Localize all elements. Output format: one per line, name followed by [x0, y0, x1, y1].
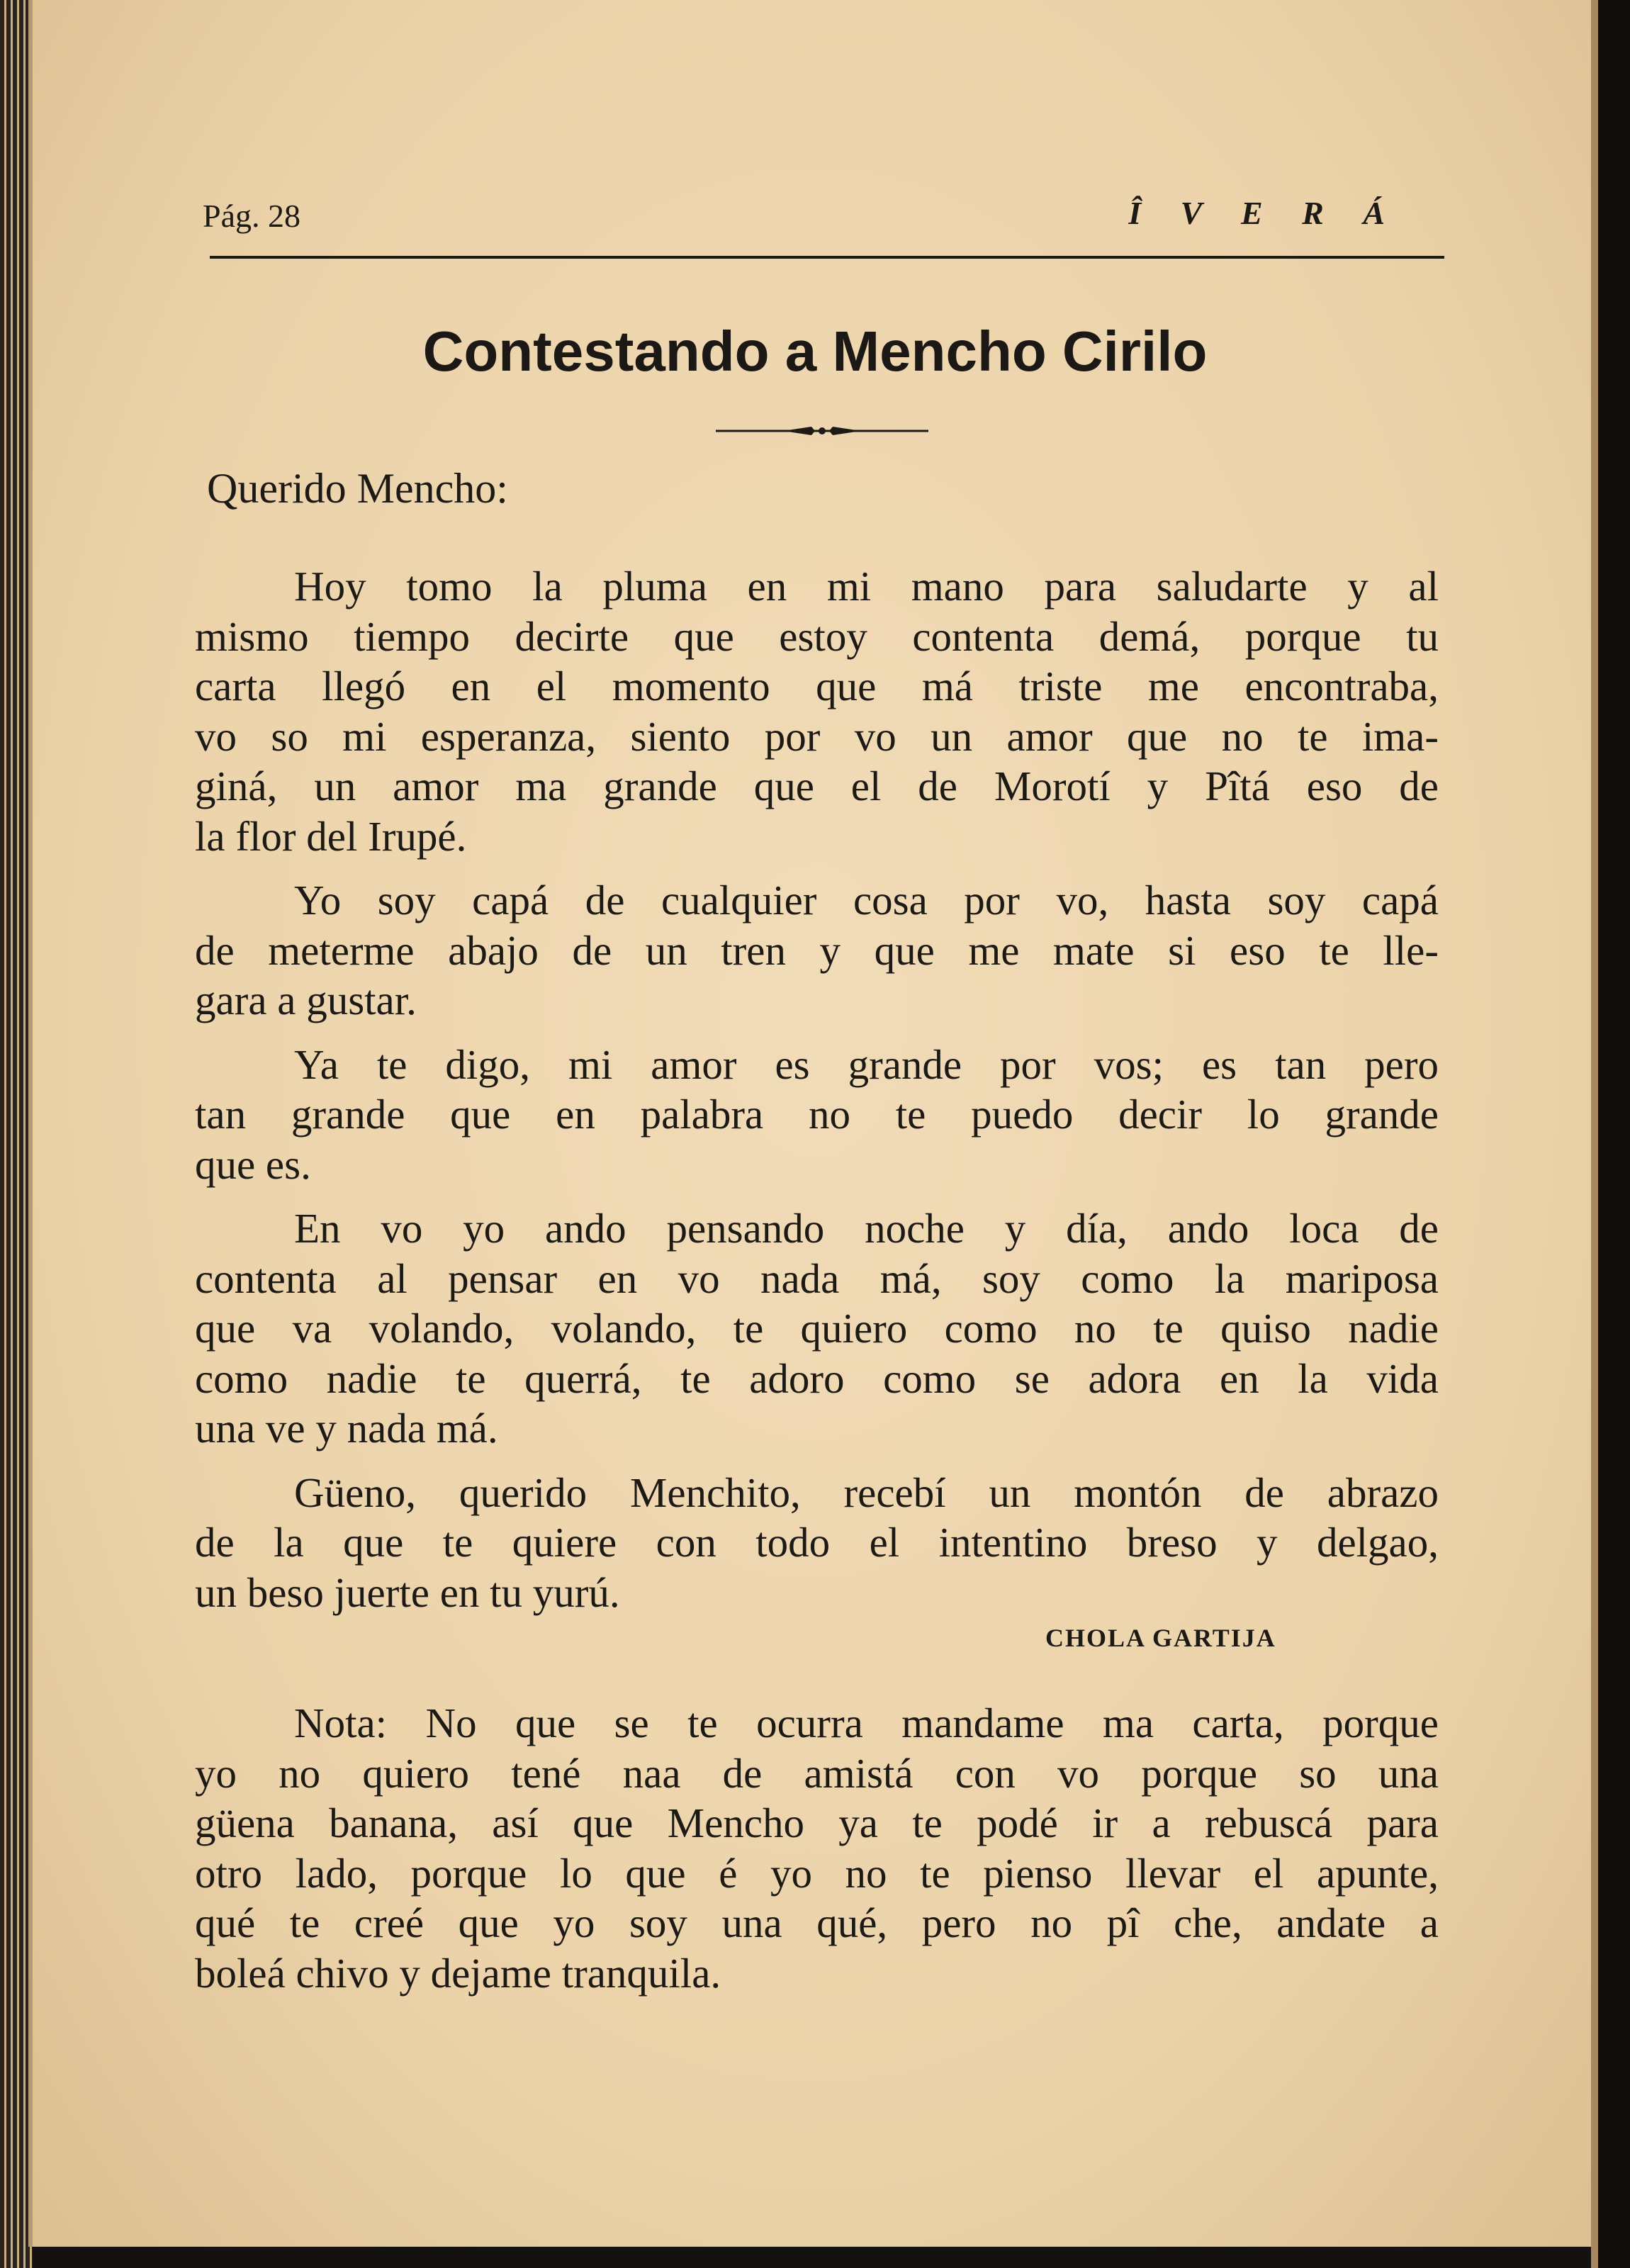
- text-line: de meterme abajo de un tren y que me mate si eso te lle-: [195, 926, 1439, 974]
- page-number: Pág. 28: [203, 198, 300, 234]
- header-rule: [210, 256, 1444, 259]
- text-line: Güeno, querido Menchito, recebí un montón de abrazo: [294, 1469, 1439, 1516]
- text-line: que va volando, volando, te quiero como no te quiso nadie: [195, 1305, 1439, 1352]
- article-title: Contestando a Mencho Cirilo: [422, 320, 1208, 383]
- text-line: mismo tiempo decirte que estoy contenta demá, porque tu: [195, 612, 1439, 660]
- paragraph: [195, 1468, 1439, 1618]
- text-line: gara a gustar.: [195, 977, 417, 1023]
- text-line: Ya te digo, mi amor es grande por vos; es tan pero: [294, 1040, 1439, 1088]
- journal-title: Î V E R Á: [1128, 195, 1400, 231]
- text-line: boleá chivo y dejame tranquila.: [195, 1949, 721, 1997]
- text-line: Hoy tomo la pluma en mi mano para saludarte y al: [294, 563, 1439, 610]
- paragraph: [195, 1040, 1439, 1190]
- signature: CHOLA GARTIJA: [1045, 1624, 1276, 1652]
- text-line: tan grande que en palabra no te puedo decir lo grande: [195, 1091, 1439, 1138]
- text-line: una ve y nada má.: [195, 1405, 498, 1452]
- text-line: contenta al pensar en vo nada má, soy como la mariposa: [195, 1254, 1439, 1302]
- text-line: un beso juerte en tu yurú.: [195, 1568, 620, 1616]
- letter-body: [195, 561, 1439, 1998]
- text-line: que es.: [195, 1140, 311, 1188]
- running-header: [181, 191, 1415, 241]
- paragraph: [195, 875, 1439, 1026]
- text-line: como nadie te querrá, te adoro como se adora en la vida: [195, 1354, 1439, 1402]
- text-line: güena banana, así que Mencho ya te podé ir a rebuscá para: [195, 1800, 1439, 1846]
- note-paragraph: [195, 1698, 1439, 1998]
- text-line: yo no quiero tené naa de amistá con vo porque so una: [195, 1749, 1439, 1797]
- text-line: de la que te quiere con todo el intentino breso y delgao,: [195, 1519, 1439, 1566]
- text-line: la flor del Irupé.: [195, 812, 467, 860]
- paragraph: [195, 561, 1439, 861]
- text-line: otro lado, porque lo que é yo no te pienso llevar el apunte,: [195, 1849, 1439, 1897]
- ornament-divider-icon: [716, 422, 928, 439]
- text-line: qué te creé que yo soy una qué, pero no pî che, andate a: [195, 1899, 1439, 1946]
- text-line: giná, un amor ma grande que el de Morotí y Pîtá eso de: [195, 763, 1439, 809]
- text-line: vo so mi esperanza, siento por vo un amor que no te ima-: [195, 712, 1439, 760]
- salutation: Querido Mencho:: [207, 465, 508, 512]
- text-line: carta llegó en el momento que má triste me encontraba,: [195, 663, 1439, 709]
- text-line: En vo yo ando pensando noche y día, ando loca de: [294, 1205, 1439, 1252]
- text-line: Yo soy capá de cualquier cosa por vo, hasta soy capá: [294, 877, 1439, 924]
- text-line: Nota: No que se te ocurra mandame ma carta, porque: [294, 1700, 1439, 1746]
- paragraph: [195, 1203, 1439, 1454]
